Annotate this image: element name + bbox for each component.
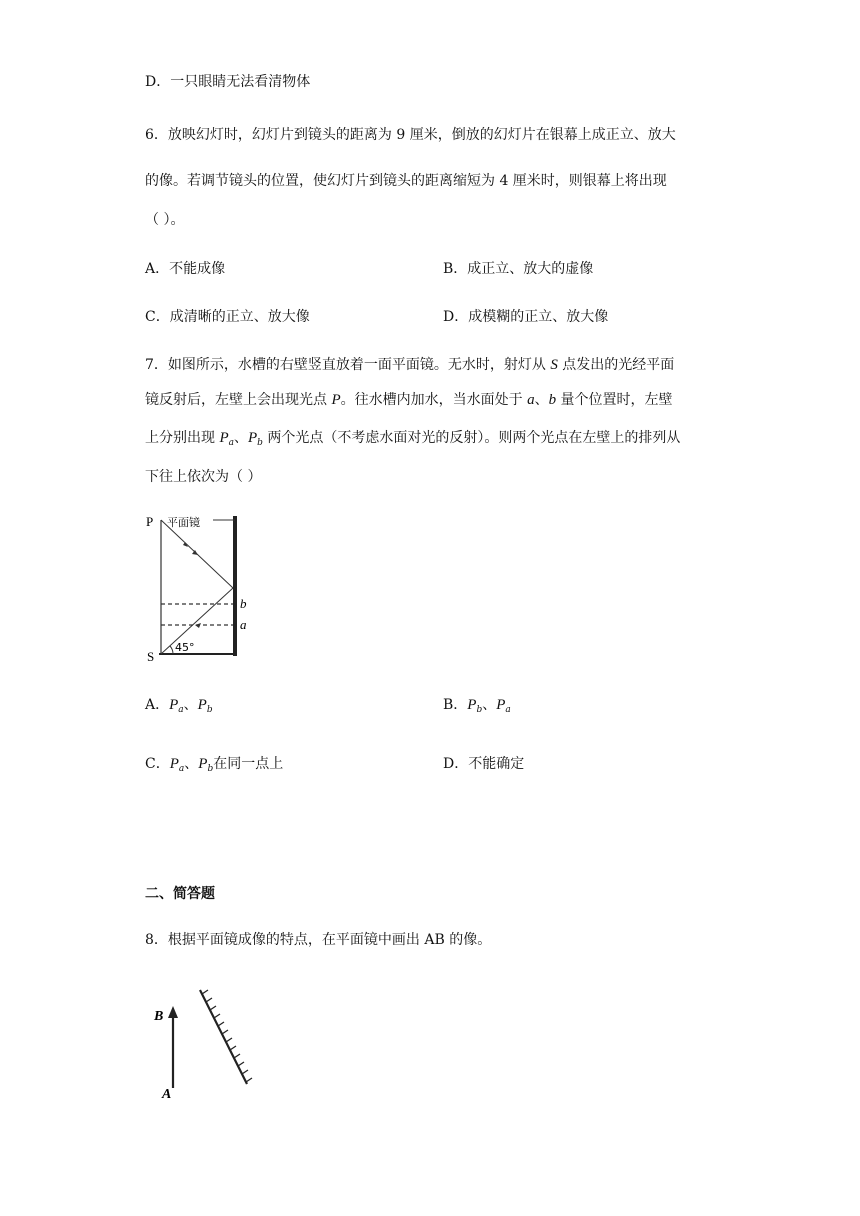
- label-S: S: [147, 649, 155, 664]
- arrow-incident: [195, 623, 201, 628]
- q7-tank-figure: [143, 508, 258, 666]
- label-mirror: 平面镜: [167, 516, 200, 529]
- q7-text-line3: 上分别出现 $P_a$、$P_b$ 两个光点（不考虑水面对光的反射）。则两个光点在左壁上的排列从: [145, 430, 681, 448]
- label-A: A: [162, 1087, 172, 1100]
- q7-text-line4: 下往上依次为（ ）: [145, 469, 262, 485]
- q6-text-line3: （ ）。: [145, 212, 185, 228]
- incident-ray: [161, 588, 233, 654]
- q7-text-line1: 7．如图所示，水槽的右壁竖直放着一面平面镜。无水时，射灯从 S 点发出的光经平面: [145, 357, 675, 373]
- label-b: b: [240, 596, 247, 611]
- q7-option-a: A．$P_a$、$P_b$: [145, 697, 213, 715]
- q6-option-b: B．成正立、放大的虚像: [443, 261, 594, 277]
- q8-text: 8．根据平面镜成像的特点，在平面镜中画出 AB 的像。: [145, 932, 492, 948]
- section-heading: 二、简答题: [145, 886, 215, 902]
- q7-text-line2: 镜反射后，左壁上会出现光点 P。往水槽内加水，当水面处于 a、b 量个位置时，左壁: [145, 392, 673, 408]
- q5-option-d: D．一只眼睛无法看清物体: [145, 74, 311, 90]
- q6-text-line1: 6．放映幻灯时，幻灯片到镜头的距离为 9 厘米，倒放的幻灯片在银幕上成正立、放大: [145, 127, 676, 143]
- label-P: P: [146, 514, 154, 529]
- q7-option-d: D．不能确定: [443, 756, 525, 772]
- label-angle: 45°: [175, 641, 195, 654]
- plane-mirror: [200, 990, 247, 1084]
- q8-mirror-figure: [150, 978, 260, 1100]
- arrow-head-B: [168, 1006, 178, 1018]
- q7-option-b: B．$P_b$、$P_a$: [443, 697, 511, 715]
- label-a: a: [240, 617, 247, 632]
- q7-option-c: C．$P_a$、$P_b$在同一点上: [145, 756, 284, 774]
- label-B: B: [154, 1009, 164, 1024]
- q6-option-a: A．不能成像: [145, 261, 226, 277]
- angle-arc: [170, 646, 173, 654]
- mirror-hatching: [202, 990, 252, 1082]
- q6-option-d: D．成模糊的正立、放大像: [443, 309, 609, 325]
- q6-text-line2: 的像。若调节镜头的位置，使幻灯片到镜头的距离缩短为 4 厘米时，则银幕上将出现: [145, 173, 667, 189]
- q6-option-c: C．成清晰的正立、放大像: [145, 309, 310, 325]
